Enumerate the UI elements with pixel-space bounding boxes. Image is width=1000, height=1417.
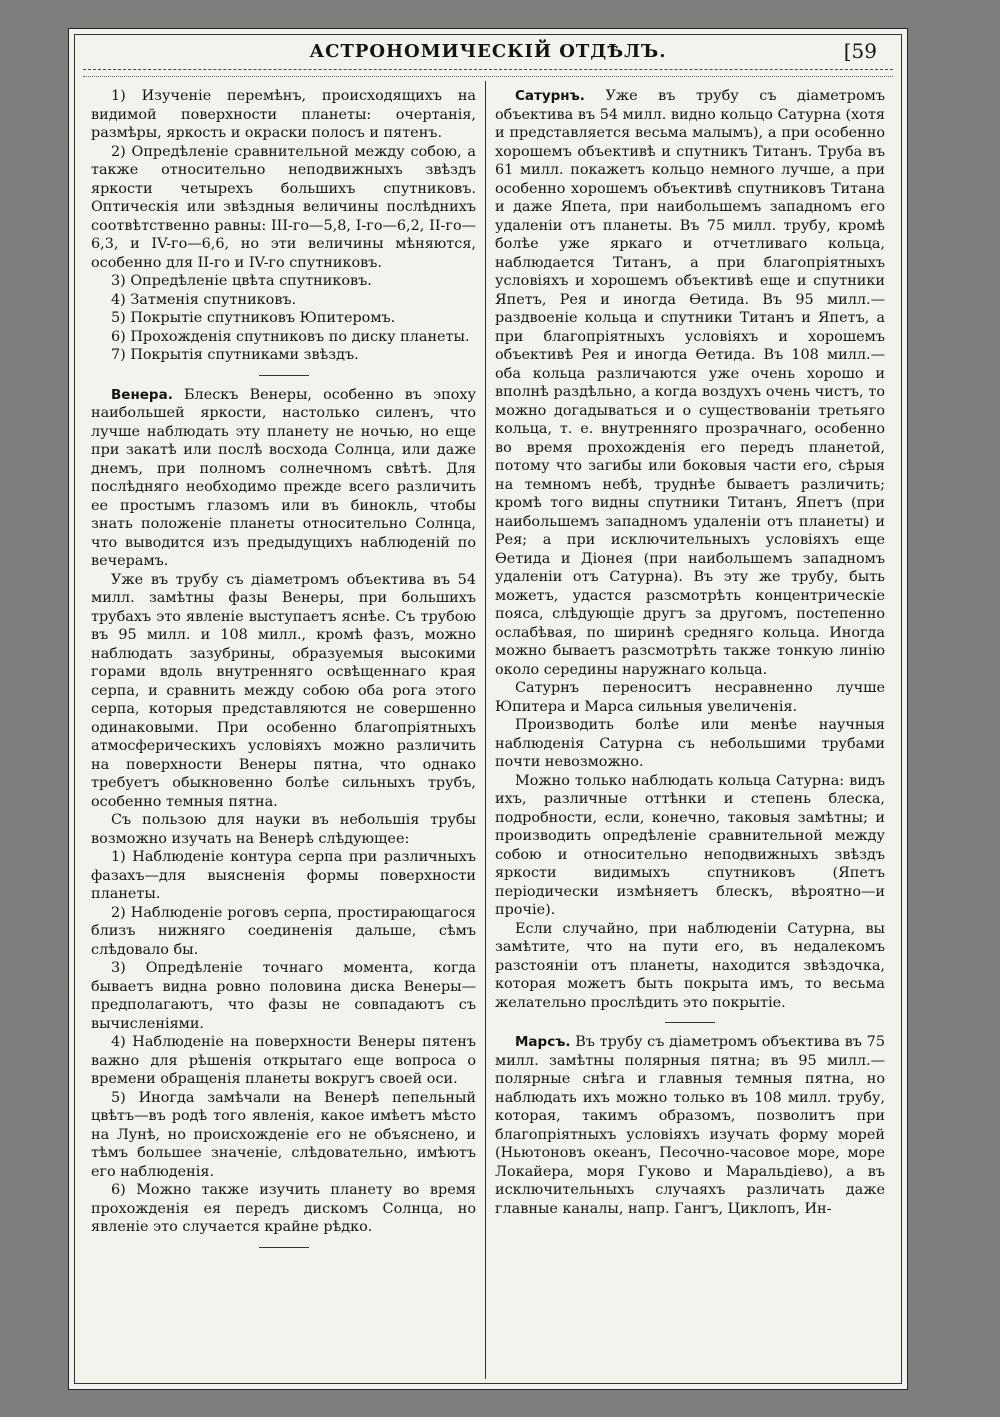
saturn-paragraph-4: Можно только наблюдать кольца Сатурна: видъ ихъ, различные оттѣнки и степень блеска, подробности, если, конечно, таковыя замѣтны; и производить опредѣленіе сравнительной между собою и относительно неподвижныхъ звѣздъ яркости видимыхъ спутниковъ (Япетъ періодически измѣняетъ блескъ, вѣроятно—и прочіе).: [495, 772, 885, 918]
page: [68, 28, 908, 1390]
separator-rule: [665, 1022, 715, 1023]
saturn-paragraph-5: Если случайно, при наблюденіи Сатурна, вы замѣтите, что на пути его, въ недалекомъ разстояніи отъ планеты, находится звѣздочка, которая можетъ быть покрыта имъ, то весьма желательно прослѣдить это покрытіе.: [495, 920, 885, 1011]
venus-item-3: 3) Опредѣленіе точнаго момента, когда бываетъ видна ровно половина диска Венеры—предполагаютъ, что фазы не совпадаютъ съ вычисленіями.: [91, 960, 476, 1032]
jupiter-item-2: 2) Опредѣленіе сравнительной между собою, а также относительно неподвижныхъ звѣздъ яркости четырехъ большихъ спутниковъ. Оптическія или звѣздныя величины послѣднихъ соотвѣтственно равны: III-го—5,8, I-го—6,2, II-го—6,3, и IV-го—6,6, но эти величины мѣняются, особенно для II-го и IV-го спутниковъ.: [91, 143, 476, 271]
jupiter-item-4: 4) Затменія спутниковъ.: [111, 291, 297, 308]
saturn-paragraph-2: Сатурнъ переноситъ несравненно лучше Юпитера и Марса сильныя увеличенія.: [495, 680, 885, 715]
separator-rule: [259, 375, 309, 376]
venus-item-6: 6) Можно также изучить планету во время прохожденія ея передъ дискомъ Солнца, но явленіе это случается крайне рѣдко.: [91, 1182, 476, 1235]
header-rule: [83, 69, 893, 77]
venus-paragraph-3: Съ пользою для науки въ небольшія трубы возможно изучать на Венерѣ слѣдующее:: [91, 812, 476, 847]
venus-item-4: 4) Наблюденіе на поверхности Венеры пятенъ важно для рѣшенія открытаго еще вопроса о времени обращенія планеты вокругъ своей оси.: [91, 1034, 476, 1087]
right-column: [495, 87, 885, 1218]
jupiter-item-3: 3) Опредѣленіе цвѣта спутниковъ.: [111, 273, 372, 289]
section-title: АСТРОНОМИЧЕСКІЙ ОТДѢЛЪ.: [309, 41, 667, 62]
page-number: [59: [843, 39, 877, 63]
venus-item-1: 1) Наблюденіе контура серпа при различныхъ фазахъ—для выясненія формы поверхности планеты.: [91, 849, 476, 902]
mars-paragraph-1: [495, 1033, 885, 1218]
saturn-paragraph-3: Производить болѣе или менѣе научныя наблюденія Сатурна съ небольшими трубами почти невозможно.: [495, 717, 885, 770]
separator-rule: [259, 1247, 309, 1248]
jupiter-item-5: 5) Покрытіе спутниковъ Юпитеромъ.: [111, 310, 396, 326]
venus-heading: Венера.: [111, 386, 173, 403]
column-divider: [485, 81, 486, 1379]
jupiter-item-1: 1) Изученіе перемѣнъ, происходящихъ на видимой поверхности планеты: очертанія, размѣры, яркость и окраски полосъ и пятенъ.: [91, 88, 476, 141]
jupiter-item-7: 7) Покрытія спутниками звѣздъ.: [111, 347, 359, 363]
jupiter-item-6: 6) Прохожденія спутниковъ по диску планеты.: [111, 328, 470, 345]
venus-text-1: Блескъ Венеры, особенно въ эпоху наибольшей яркости, настолько силенъ, что лучше наблюдать эту планету не ночью, но еще при закатѣ или послѣ восхода Солнца, или даже днемъ, при полномъ солнечномъ свѣтѣ. Для послѣдняго необходимо прежде всего различить ее простымъ глазомъ или въ бинокль, чтобы знать положеніе планеты относительно Солнца, что выводится изъ предыдущихъ наблюденій по вечерамъ.: [91, 386, 476, 569]
saturn-heading: Сатурнъ.: [515, 88, 585, 104]
venus-item-2: 2) Наблюденіе роговъ серпа, простирающагося близъ нижняго соединенія дальше, сѣмъ слѣдовало бы.: [91, 904, 476, 958]
mars-heading: Марсъ.: [515, 1034, 571, 1050]
saturn-paragraph-1: [495, 87, 885, 679]
venus-paragraph-2: Уже въ трубу съ діаметромъ объектива въ 54 милл. замѣтны фазы Венеры, при большихъ трубахъ это явленіе выступаетъ яснѣе. Съ трубою въ 95 милл. и 108 милл., кромѣ фазъ, можно наблюдать зазубрины, образуемыя высокими горами вдоль внутренняго освѣщеннаго края серпа, и сравнить между собою оба рога этого серпа, которыя представляются не совершенно одинаковыми. При особенно благопріятныхъ атмосферическихъ условіяхъ можно различить на поверхности Венеры пятна, что однако требуетъ обыкновенно болѣе сильныхъ трубъ, особенно темныя пятна.: [91, 571, 476, 810]
venus-paragraph-1: [91, 386, 476, 571]
mars-text-1: Въ трубу съ діаметромъ объектива въ 75 милл. замѣтны полярныя пятна; въ 95 милл.—полярные снѣга и главныя темныя пятна, но наблюдать ихъ можно только въ 108 милл. трубу, которая, такимъ образомъ, позволитъ при благопріятныхъ условіяхъ изучать форму морей (Ньютоновъ океанъ, Песочно-часовое море, море Локайера, моря Гуково и Маральдіево), а въ исключительныхъ случаяхъ различать даже главные каналы, напр. Гангъ, Циклопъ, Ин-: [495, 1034, 885, 1217]
saturn-text-1: Уже въ трубу съ діаметромъ объектива въ 54 милл. видно кольцо Сатурна (хотя и представляется весьма малымъ), а при особенно хорошемъ объективѣ и спутникъ Титанъ. Труба въ 61 милл. покажетъ кольцо немного лучше, а при особенно хорошемъ объективѣ спутниковъ Титана и даже Япета, при наибольшемъ западномъ его удаленіи отъ планеты. Въ 75 милл. трубу, кромѣ болѣе уже яркаго и отчетливаго кольца, наблюдается Титанъ, а при благопріятныхъ условіяхъ и хорошемъ объективѣ еще и спутники Япетъ, Рея и иногда Ѳетида. Въ 95 милл.—раздвоеніе кольца и спутники Титанъ и Япетъ, а при благопріятныхъ условіяхъ и хорошемъ объективѣ Рея и иногда Ѳетида. Въ 108 милл.—оба кольца различаются уже очень хорошо и вполнѣ раздѣльно, а когда воздухъ очень чистъ, то можно догадываться и о существованіи третьяго кольца, т. е. внутренняго прозрачнаго, особенно во время прохожденія его передъ планетой, потому что загибы или боковыя части его, сѣрыя на темномъ небѣ, труднѣе бываетъ различить; кромѣ того видны спутники Титанъ, Япетъ (при наибольшемъ западномъ удаленіи отъ планеты) и Рея; а при исключительныхъ условіяхъ еще Ѳетида и Діонея (при наибольшемъ западномъ удаленіи отъ Сатурна). Въ эту же трубу, быть можетъ, удастся разсмотрѣть концентрическіе пояса, слѣдующіе другъ за другомъ, постепенно ослабѣвая, по ширинѣ средняго кольца. Иногда можно бываетъ разсмотрѣть также тонкую линію около середины наружнаго кольца.: [495, 88, 885, 678]
left-column: [91, 87, 476, 1258]
venus-item-5: 5) Иногда замѣчали на Венерѣ пепельный цвѣтъ—въ родѣ того явленія, какое имѣетъ мѣсто на Лунѣ, но происхожденіе его не объяснено, и тѣмъ большее значеніе, слѣдовательно, имѣютъ его наблюденія.: [91, 1089, 476, 1180]
